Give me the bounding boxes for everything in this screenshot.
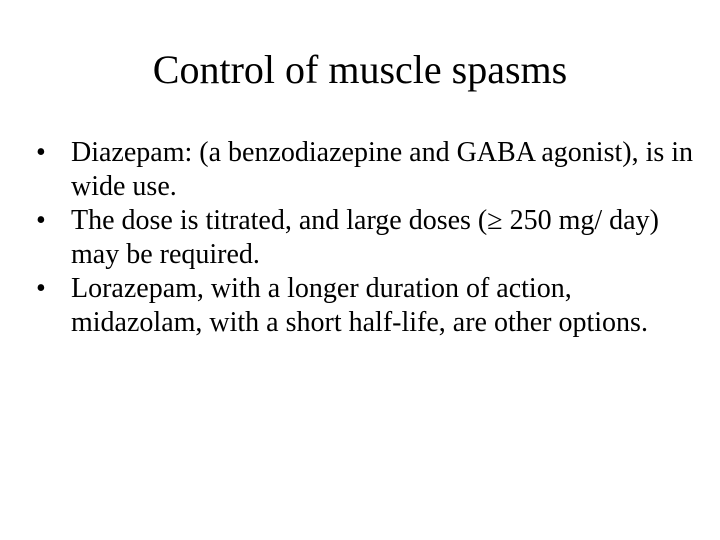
bullet-icon: • [36, 205, 46, 236]
bullet-item [36, 272, 696, 340]
bullet-list [36, 136, 696, 340]
bullet-item [36, 204, 696, 272]
slide-title: Control of muscle spasms [152, 47, 568, 92]
bullet-icon: • [36, 137, 46, 168]
bullet-icon: • [36, 273, 46, 304]
bullet-text: Diazepam: (a benzodiazepine and GABA agonist), is in wide use. [71, 137, 694, 202]
bullet-item [36, 136, 696, 204]
bullet-text: Lorazepam, with a longer duration of action, midazolam, with a short half-life, are other options. [71, 273, 648, 338]
bullet-text: The dose is titrated, and large doses (≥ 250 mg/ day) may be required. [71, 205, 659, 270]
